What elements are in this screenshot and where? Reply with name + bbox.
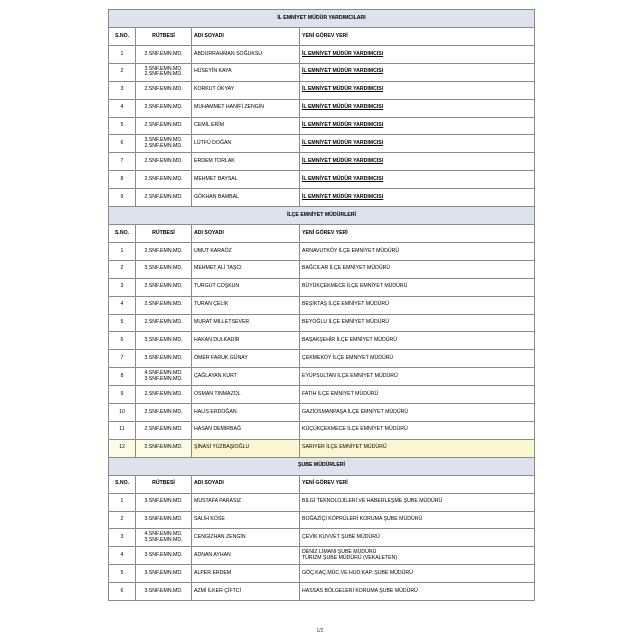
- new-duty-text: ARNAVUTKÖY İLÇE EMNİYET MÜDÜRÜ: [302, 247, 400, 254]
- section-title: ŞUBE MÜDÜRLERİ: [109, 457, 535, 475]
- rank-text: 3.SNF.EMN.MD.: [144, 375, 183, 382]
- new-duty-cell: [300, 493, 535, 511]
- new-duty-cell: [300, 529, 535, 547]
- full-name: ADNAN AYHAN: [192, 547, 300, 565]
- full-name: MEHMET ALİ TAŞCI: [192, 260, 300, 278]
- rank-text: 2.SNF.EMN.MD.: [144, 444, 183, 451]
- rank-text: 2.SNF.EMN.MD.: [144, 142, 183, 149]
- rank-cell: [136, 511, 192, 529]
- rank-cell: [136, 171, 192, 189]
- page-number: 1/2: [316, 628, 324, 634]
- new-duty-cell: [300, 117, 535, 135]
- column-header: S.NO.: [109, 225, 136, 243]
- new-duty-text: ÇEVİK KUVVET ŞUBE MÜDÜRÜ: [302, 534, 380, 541]
- new-duty-text: BAĞCILAR İLÇE EMNİYET MÜDÜRÜ: [302, 265, 391, 272]
- new-duty-text: BİLGİ TEKNOLOJİLERİ VE HABERLEŞME ŞUBE MÜDÜRÜ: [302, 498, 443, 505]
- rank-text: 2.SNF.EMN.MD.: [144, 301, 183, 308]
- new-duty-text: BEYOĞLU İLÇE EMNİYET MÜDÜRÜ: [302, 319, 389, 326]
- new-duty-text: HASSAS BÖLGELERİ KORUMA ŞUBE MÜDÜRÜ: [302, 587, 418, 594]
- rank-cell: [136, 63, 192, 81]
- new-duty-cell: [300, 278, 535, 296]
- rank-text: 3.SNF.EMN.MD.: [144, 354, 183, 361]
- row-number: 2: [109, 511, 136, 529]
- new-duty-cell: [300, 314, 535, 332]
- table-row: [109, 243, 535, 261]
- row-number: 4: [109, 99, 136, 117]
- full-name: MEHMET BAYSAL: [192, 171, 300, 189]
- rank-text: 3.SNF.EMN.MD.: [144, 516, 183, 523]
- rank-text: 3.SNF.EMN.MD.: [144, 587, 183, 594]
- full-name: ŞİNASİ YÜZBAŞIOĞLU: [192, 439, 300, 457]
- full-name: ALPER ERDEM: [192, 565, 300, 583]
- table-row: [109, 135, 535, 153]
- rank-text: 2.SNF.EMN.MD.: [144, 319, 183, 326]
- new-duty-cell: [300, 404, 535, 422]
- rank-cell: [136, 547, 192, 565]
- row-number: 8: [109, 368, 136, 386]
- table-row: [109, 368, 535, 386]
- full-name: GÖKHAN BAMBAL: [192, 189, 300, 207]
- row-number: 5: [109, 117, 136, 135]
- table-row: [109, 583, 535, 601]
- row-number: 1: [109, 46, 136, 64]
- rank-text: 2.SNF.EMN.MD.: [144, 283, 183, 290]
- full-name: ERDEM TORLAK: [192, 153, 300, 171]
- rank-text: 2.SNF.EMN.MD.: [144, 408, 183, 415]
- row-number: 11: [109, 421, 136, 439]
- section-title: İLÇE EMNİYET MÜDÜRLERİ: [109, 207, 535, 225]
- rank-text: 2.SNF.EMN.MD.: [144, 71, 183, 78]
- new-duty-cell: [300, 99, 535, 117]
- new-duty-cell: [300, 386, 535, 404]
- new-duty-text: BEŞİKTAŞ İLÇE EMNİYET MÜDÜRÜ: [302, 301, 389, 308]
- new-duty-text: DENİZ LİMANI ŞUBE MÜDÜRÜ: [302, 549, 377, 556]
- table-row: [109, 63, 535, 81]
- column-header: ADI SOYADI: [192, 475, 300, 493]
- rank-cell: [136, 117, 192, 135]
- row-number: 3: [109, 81, 136, 99]
- full-name: HALİS ERDOĞAN: [192, 404, 300, 422]
- row-number: 8: [109, 171, 136, 189]
- new-duty-text: KÜÇÜKÇEKMECE İLÇE EMNİYET MÜDÜRÜ: [302, 426, 408, 433]
- rank-cell: [136, 153, 192, 171]
- rank-cell: [136, 314, 192, 332]
- section-title-row: [109, 10, 535, 28]
- table-row: [109, 117, 535, 135]
- row-number: 5: [109, 565, 136, 583]
- rank-cell: [136, 386, 192, 404]
- table-row: [109, 99, 535, 117]
- column-header: RÜTBESİ: [136, 475, 192, 493]
- rank-cell: [136, 583, 192, 601]
- column-header-row: [109, 475, 535, 493]
- full-name: HASAN DEMİRBAĞ: [192, 421, 300, 439]
- full-name: ÇAĞLAYAN KURT: [192, 368, 300, 386]
- row-number: 7: [109, 153, 136, 171]
- rank-cell: [136, 81, 192, 99]
- column-header: YENİ GÖREV YERİ: [300, 475, 535, 493]
- new-duty-text: GÖÇ.KAÇ.MÜC.VE HUD.KAP. ŞUBE MÜDÜRÜ: [302, 569, 413, 576]
- rank-cell: [136, 243, 192, 261]
- new-duty-cell: [300, 332, 535, 350]
- row-number: 3: [109, 278, 136, 296]
- full-name: CEMİL ERİM: [192, 117, 300, 135]
- new-duty-text: BOĞAZİÇİ KÖPRÜLERİ KORUMA ŞUBE MÜDÜRÜ: [302, 516, 423, 523]
- table-row: [109, 493, 535, 511]
- table-body: [109, 10, 535, 601]
- column-header: RÜTBESİ: [136, 28, 192, 46]
- rank-text: 4.SNF.EMN.MD.: [144, 369, 183, 376]
- column-header: YENİ GÖREV YERİ: [300, 225, 535, 243]
- rank-text: 3.SNF.EMN.MD.: [144, 569, 183, 576]
- table-row: [109, 404, 535, 422]
- new-duty-cell: [300, 81, 535, 99]
- new-duty-cell: [300, 565, 535, 583]
- column-header-row: [109, 225, 535, 243]
- table-row: [109, 46, 535, 64]
- rank-cell: [136, 278, 192, 296]
- new-duty-text: BÜYÜKÇEKMECE İLÇE EMNİYET MÜDÜRÜ: [302, 283, 408, 290]
- column-header: RÜTBESİ: [136, 225, 192, 243]
- rank-text: 3.SNF.EMN.MD.: [144, 536, 183, 543]
- table-row: [109, 314, 535, 332]
- row-number: 9: [109, 189, 136, 207]
- row-number: 9: [109, 386, 136, 404]
- document-page: [108, 9, 534, 601]
- row-number: 4: [109, 547, 136, 565]
- column-header-row: [109, 28, 535, 46]
- full-name: LÜTFÜ DOĞAN: [192, 135, 300, 153]
- row-number: 1: [109, 493, 136, 511]
- new-duty-text: TURİZM ŞUBE MÜDÜRÜ (VEKALETEN): [302, 554, 398, 561]
- table-row: [109, 421, 535, 439]
- column-header: S.NO.: [109, 475, 136, 493]
- new-duty-text: EYÜPSULTAN İLÇE EMNİYET MÜDÜRÜ: [302, 372, 398, 379]
- table-row: [109, 547, 535, 565]
- new-duty-cell: [300, 421, 535, 439]
- section-title: İL EMNİYET MÜDÜR YARDIMCILARI: [109, 10, 535, 28]
- column-header: ADI SOYADI: [192, 225, 300, 243]
- full-name: KORKUT OKYAY: [192, 81, 300, 99]
- full-name: MURAT MİLLETSEVER: [192, 314, 300, 332]
- column-header: ADI SOYADI: [192, 28, 300, 46]
- table-row: [109, 511, 535, 529]
- new-duty-text: İL EMNİYET MÜDÜR YARDIMCISI: [302, 140, 384, 146]
- rank-text: 3.SNF.EMN.MD.: [144, 551, 183, 558]
- rank-text: 2.SNF.EMN.MD.: [144, 86, 183, 93]
- table-row: [109, 565, 535, 583]
- table-row: [109, 332, 535, 350]
- table-row: [109, 278, 535, 296]
- row-number: 4: [109, 296, 136, 314]
- row-number: 2: [109, 260, 136, 278]
- rank-text: 2.SNF.EMN.MD.: [144, 426, 183, 433]
- rank-cell: [136, 493, 192, 511]
- rank-text: 2.SNF.EMN.MD.: [144, 104, 183, 111]
- new-duty-text: SARIYER İLÇE EMNİYET MÜDÜRÜ: [302, 444, 387, 451]
- row-number: 6: [109, 135, 136, 153]
- row-number: 2: [109, 63, 136, 81]
- full-name: AZMİ İLKER ÇİFTCİ: [192, 583, 300, 601]
- rank-cell: [136, 421, 192, 439]
- row-number: 10: [109, 404, 136, 422]
- row-number: 6: [109, 332, 136, 350]
- new-duty-text: İL EMNİYET MÜDÜR YARDIMCISI: [302, 157, 384, 164]
- full-name: HÜSEYİN KAYA: [192, 63, 300, 81]
- rank-cell: [136, 404, 192, 422]
- row-number: 6: [109, 583, 136, 601]
- rank-text: 3.SNF.EMN.MD.: [144, 498, 183, 505]
- rank-cell: [136, 350, 192, 368]
- rank-cell: [136, 46, 192, 64]
- new-duty-text: BAŞAKŞEHİR İLÇE EMNİYET MÜDÜRÜ: [302, 337, 398, 344]
- table-row: [109, 171, 535, 189]
- full-name: UMUT KARAÖZ: [192, 243, 300, 261]
- rank-text: 2.SNF.EMN.MD.: [144, 122, 183, 129]
- new-duty-cell: [300, 171, 535, 189]
- full-name: TURAN ÇELİK: [192, 296, 300, 314]
- rank-text: 2.SNF.EMN.MD.: [144, 175, 183, 182]
- rank-cell: [136, 260, 192, 278]
- table-row: [109, 529, 535, 547]
- rank-text: 3.SNF.EMN.MD.: [144, 337, 183, 344]
- new-duty-cell: [300, 439, 535, 457]
- table-row: [109, 439, 535, 457]
- rank-cell: [136, 439, 192, 457]
- new-duty-cell: [300, 63, 535, 81]
- column-header: S.NO.: [109, 28, 136, 46]
- rank-text: 2.SNF.EMN.MD.: [144, 247, 183, 254]
- rank-cell: [136, 332, 192, 350]
- table-row: [109, 260, 535, 278]
- column-header: YENİ GÖREV YERİ: [300, 28, 535, 46]
- row-number: 3: [109, 529, 136, 547]
- rank-text: 2.SNF.EMN.MD.: [144, 157, 183, 164]
- row-number: 12: [109, 439, 136, 457]
- rank-cell: [136, 135, 192, 153]
- rank-cell: [136, 296, 192, 314]
- table-row: [109, 153, 535, 171]
- new-duty-text: İL EMNİYET MÜDÜR YARDIMCISI: [302, 86, 384, 93]
- rank-text: 3.SNF.EMN.MD.: [144, 65, 183, 72]
- row-number: 5: [109, 314, 136, 332]
- table-row: [109, 386, 535, 404]
- new-duty-text: İL EMNİYET MÜDÜR YARDIMCISI: [302, 104, 384, 111]
- rank-text: 2.SNF.EMN.MD.: [144, 50, 183, 57]
- table-row: [109, 296, 535, 314]
- new-duty-cell: [300, 511, 535, 529]
- full-name: SALİH KÖSE: [192, 511, 300, 529]
- new-duty-text: FATİH İLÇE EMNİYET MÜDÜRÜ: [302, 390, 379, 397]
- new-duty-text: ÇEKMEKÖY İLÇE EMNİYET MÜDÜRÜ: [302, 354, 394, 361]
- row-number: 1: [109, 243, 136, 261]
- rank-cell: [136, 189, 192, 207]
- rank-cell: [136, 565, 192, 583]
- new-duty-text: İL EMNİYET MÜDÜR YARDIMCISI: [302, 122, 384, 129]
- new-duty-text: GAZİOSMANPAŞA İLÇE EMNİYET MÜDÜRÜ: [302, 408, 409, 415]
- rank-text: 3.SNF.EMN.MD.: [144, 137, 183, 144]
- new-duty-text: İL EMNİYET MÜDÜR YARDIMCISI: [302, 193, 384, 200]
- new-duty-cell: [300, 46, 535, 64]
- rank-cell: [136, 529, 192, 547]
- rank-text: 3.SNF.EMN.MD.: [144, 265, 183, 272]
- new-duty-cell: [300, 260, 535, 278]
- new-duty-text: İL EMNİYET MÜDÜR YARDIMCISI: [302, 68, 384, 75]
- rank-text: 2.SNF.EMN.MD.: [144, 193, 183, 200]
- section-title-row: [109, 457, 535, 475]
- full-name: ÖMER FARUK GÜNAY: [192, 350, 300, 368]
- rank-cell: [136, 368, 192, 386]
- new-duty-cell: [300, 583, 535, 601]
- full-name: CENGİZHAN ZENGİN: [192, 529, 300, 547]
- table-row: [109, 81, 535, 99]
- section-title-row: [109, 207, 535, 225]
- new-duty-cell: [300, 243, 535, 261]
- full-name: HAKAN DULKADİR: [192, 332, 300, 350]
- assignment-table: [108, 9, 535, 601]
- row-number: 7: [109, 350, 136, 368]
- full-name: ABDURRAHMAN SOĞUKSU: [192, 46, 300, 64]
- full-name: MUSTAFA PARASIZ: [192, 493, 300, 511]
- new-duty-cell: [300, 547, 535, 565]
- full-name: MUHAMMET HANİFİ ZENGİN: [192, 99, 300, 117]
- table-row: [109, 350, 535, 368]
- table-row: [109, 189, 535, 207]
- rank-text: 4.SNF.EMN.MD.: [144, 531, 183, 538]
- full-name: OSMAN TINMAZOL: [192, 386, 300, 404]
- full-name: TURGUT COŞKUN: [192, 278, 300, 296]
- rank-cell: [136, 99, 192, 117]
- new-duty-cell: [300, 189, 535, 207]
- new-duty-cell: [300, 135, 535, 153]
- new-duty-cell: [300, 350, 535, 368]
- new-duty-text: İL EMNİYET MÜDÜR YARDIMCISI: [302, 50, 384, 57]
- new-duty-cell: [300, 153, 535, 171]
- new-duty-cell: [300, 296, 535, 314]
- new-duty-text: İL EMNİYET MÜDÜR YARDIMCISI: [302, 175, 384, 182]
- rank-text: 2.SNF.EMN.MD.: [144, 390, 183, 397]
- new-duty-cell: [300, 368, 535, 386]
